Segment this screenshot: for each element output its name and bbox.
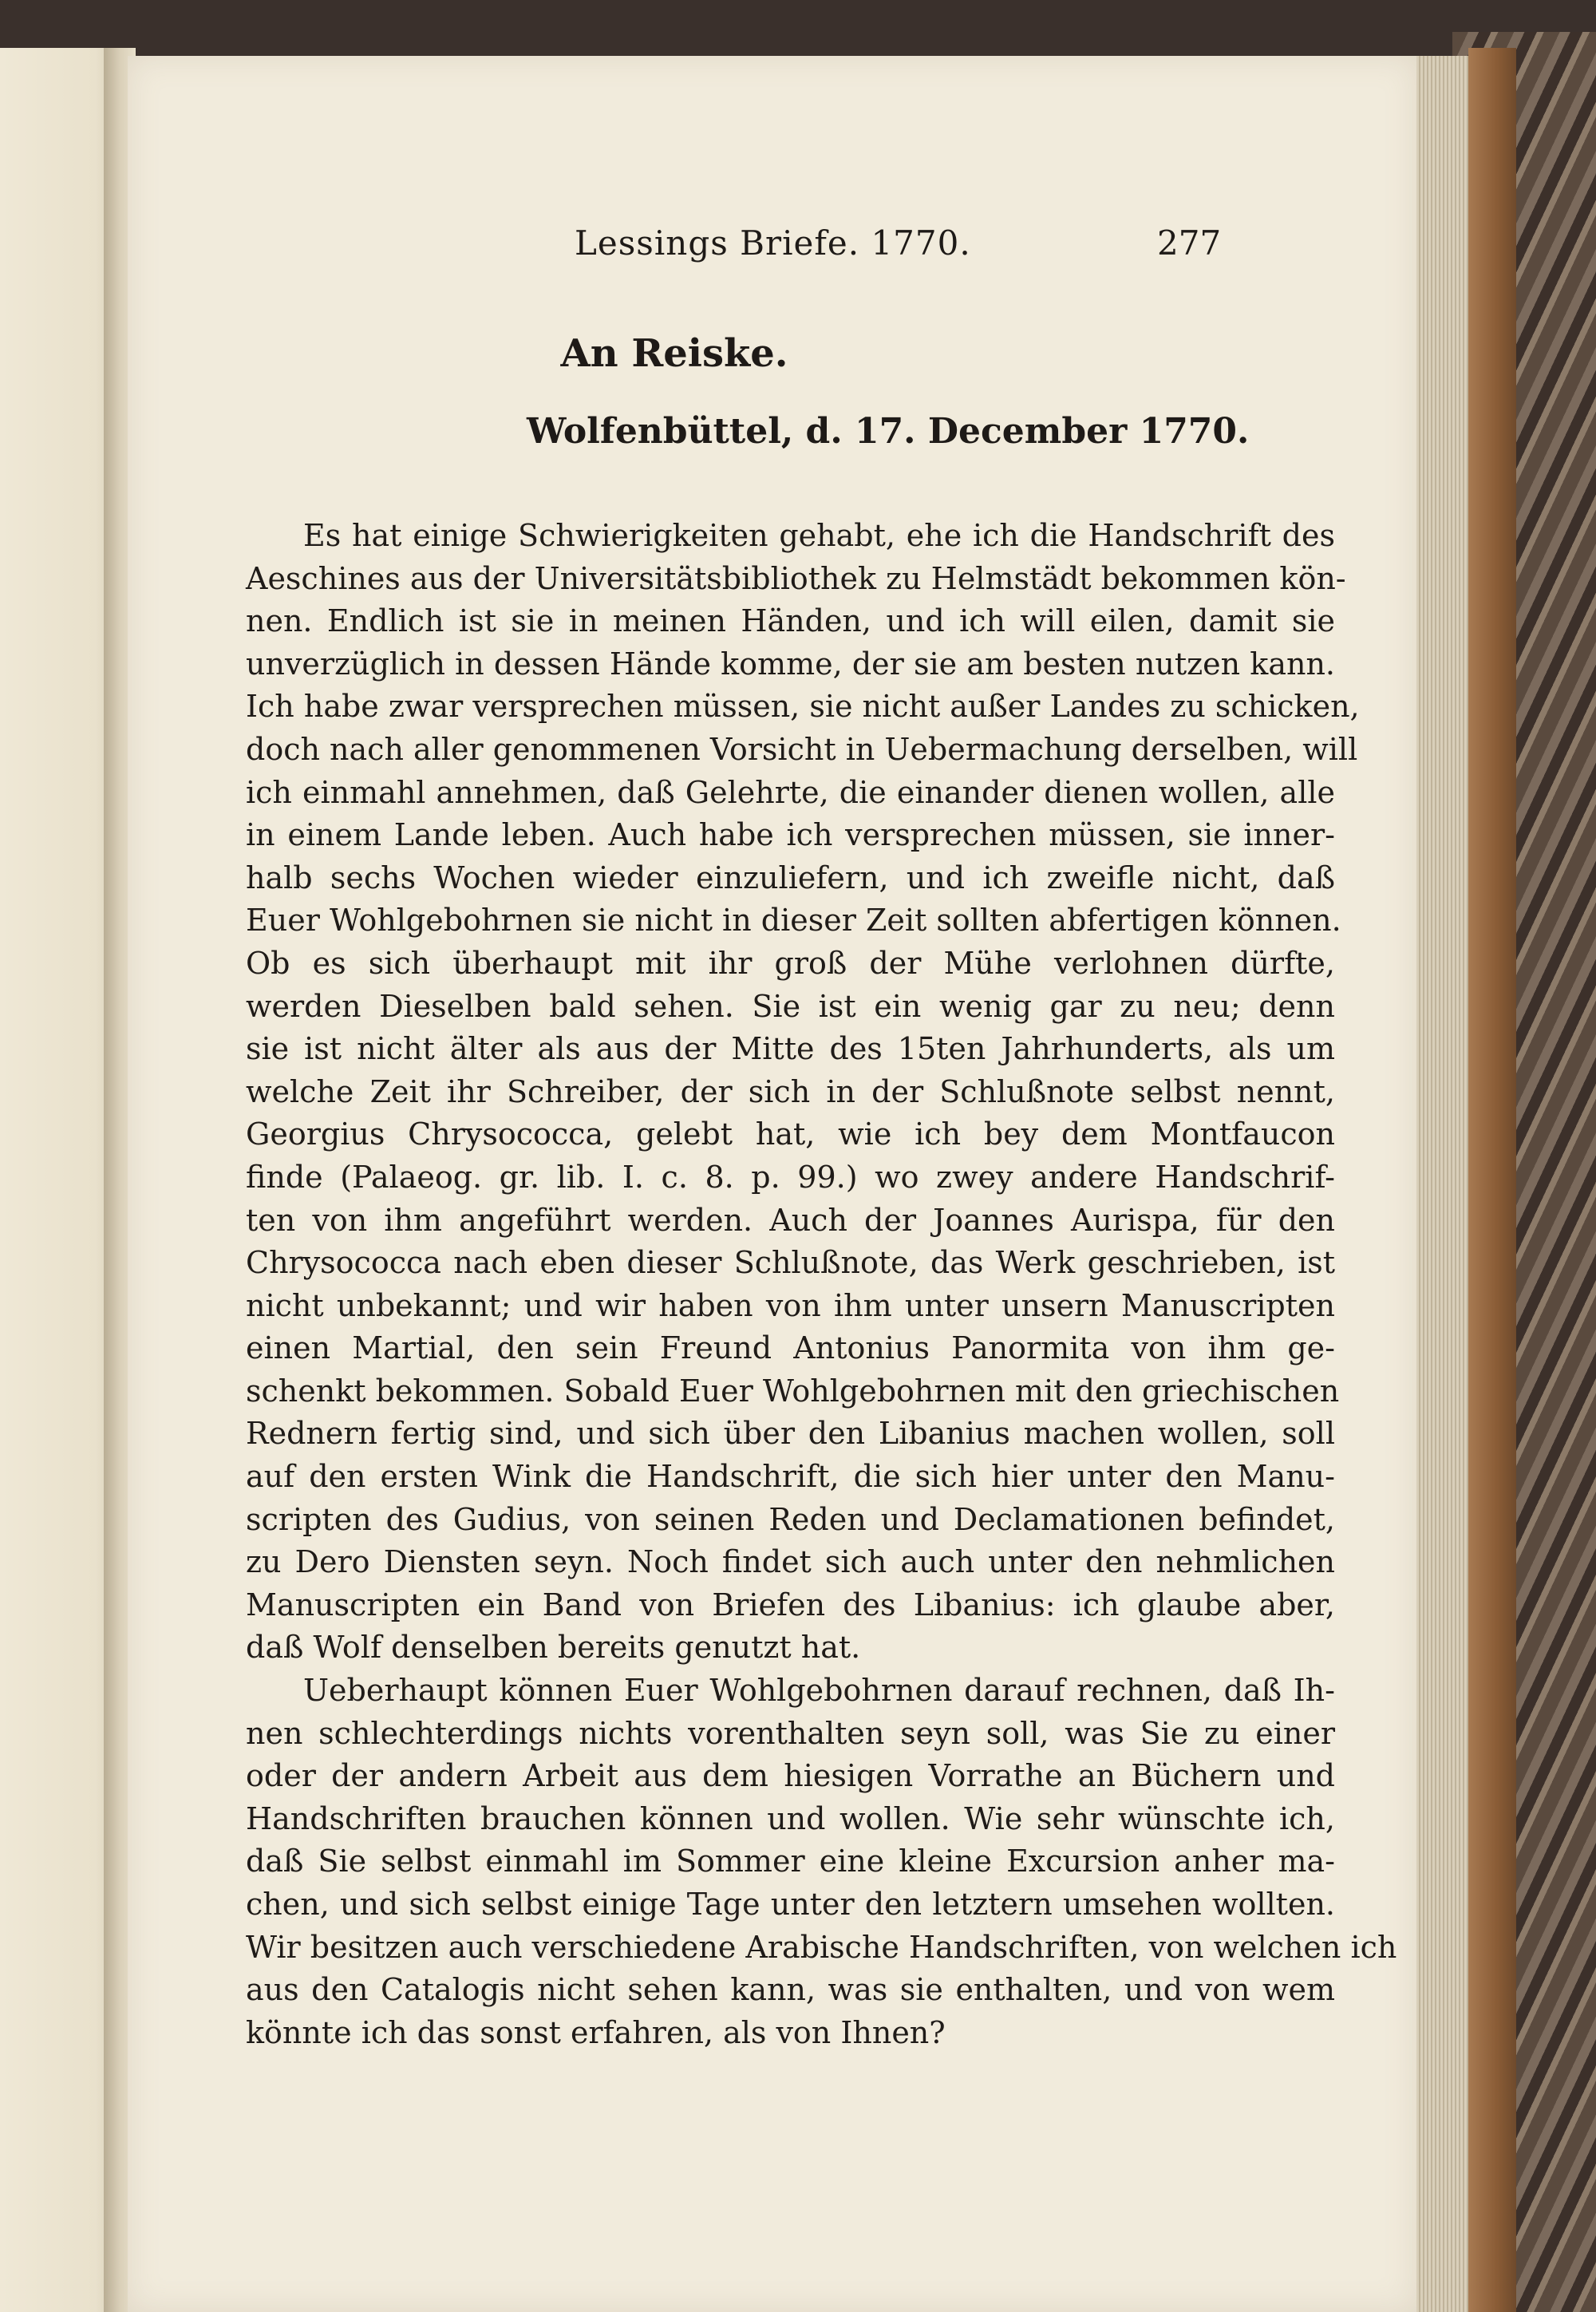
text-line: nen. Endlich ist sie in meinen Händen, und ich will eilen, damit sie bbox=[246, 603, 1335, 639]
text-line: chen, und sich selbst einige Tage unter den letztern umsehen wollten. bbox=[246, 1887, 1335, 1922]
text-line: aus den Catalogis nicht sehen kann, was sie enthalten, und von wem bbox=[246, 1972, 1335, 2008]
text-line: doch nach aller genommenen Vorsicht in Uebermachung derselben, will bbox=[246, 731, 1358, 767]
text-line: Wir besitzen auch verschiedene Arabische Handschriften, von welchen ich bbox=[246, 1929, 1397, 1965]
text-line: könnte ich das sonst erfahren, als von Ihnen? bbox=[246, 2014, 946, 2050]
text-line: ten von ihm angeführt werden. Auch der Joannes Aurispa, für den bbox=[246, 1202, 1335, 1238]
letter-dateline: Wolfenbüttel, d. 17. December 1770. bbox=[527, 411, 1250, 452]
text-line: ich einmahl annehmen, daß Gelehrte, die einander dienen wollen, alle bbox=[246, 774, 1335, 810]
text-line: Euer Wohlgebohrnen sie nicht in dieser Zeit sollten abfertigen können. bbox=[246, 903, 1341, 939]
text-line: Ob es sich überhaupt mit ihr groß der Mühe verlohnen dürfte, bbox=[246, 945, 1335, 981]
book-page bbox=[128, 56, 1416, 2312]
text-line: nicht unbekannt; und wir haben von ihm unter unsern Manuscripten bbox=[246, 1287, 1335, 1323]
page-block-edges bbox=[1412, 56, 1468, 2312]
text-line: auf den ersten Wink die Handschrift, die sich hier unter den Manu- bbox=[246, 1459, 1335, 1495]
page-number: 277 bbox=[1157, 223, 1222, 263]
text-line: Manuscripten ein Band von Briefen des Libanius: ich glaube aber, bbox=[246, 1587, 1335, 1622]
text-line: nen schlechterdings nichts vorenthalten seyn soll, was Sie zu einer bbox=[246, 1715, 1335, 1751]
text-line: Ueberhaupt können Euer Wohlgebohrnen darauf rechnen, daß Ih- bbox=[303, 1673, 1335, 1709]
running-head: Lessings Briefe. 1770. bbox=[575, 223, 971, 263]
text-line: finde (Palaeog. gr. lib. I. c. 8. p. 99.) wo zwey andere Handschrif- bbox=[246, 1159, 1335, 1195]
text-line: unverzüglich in dessen Hände komme, der sie am besten nutzen kann. bbox=[246, 646, 1335, 682]
paragraph bbox=[246, 515, 1360, 1670]
text-line: oder der andern Arbeit aus dem hiesigen Vorrathe an Büchern und bbox=[246, 1758, 1335, 1794]
text-line: Rednern fertig sind, und sich über den Libanius machen wollen, soll bbox=[246, 1416, 1335, 1452]
text-line: sie ist nicht älter als aus der Mitte des 15ten Jahrhunderts, als um bbox=[246, 1031, 1335, 1067]
book-cover-edge bbox=[1468, 48, 1516, 2312]
text-line: in einem Lande leben. Auch habe ich versprechen müssen, sie inner- bbox=[246, 817, 1335, 853]
text-line: Es hat einige Schwierigkeiten gehabt, ehe ich die Handschrift des bbox=[303, 518, 1335, 553]
text-line: zu Dero Diensten seyn. Noch findet sich auch unter den nehmlichen bbox=[246, 1544, 1335, 1580]
text-line: daß Wolf denselben bereits genutzt hat. bbox=[246, 1630, 861, 1666]
text-line: Ich habe zwar versprechen müssen, sie nicht außer Landes zu schicken, bbox=[246, 689, 1360, 725]
text-line: scripten des Gudius, von seinen Reden und Declamationen befindet, bbox=[246, 1501, 1335, 1537]
letter-title: An Reiske. bbox=[560, 331, 788, 376]
paragraph bbox=[246, 1670, 1397, 2054]
text-line: schenkt bekommen. Sobald Euer Wohlgebohrnen mit den griechischen bbox=[246, 1373, 1340, 1409]
text-line: Chrysococca nach eben dieser Schlußnote, das Werk geschrieben, ist bbox=[246, 1245, 1335, 1281]
page-header bbox=[128, 223, 1416, 271]
text-line: Aeschines aus der Universitätsbibliothek zu Helmstädt bekommen kön- bbox=[246, 560, 1346, 596]
text-line: einen Martial, den sein Freund Antonius Panormita von ihm ge- bbox=[246, 1330, 1335, 1366]
text-line: Georgius Chrysococca, gelebt hat, wie ich bey dem Montfaucon bbox=[246, 1116, 1335, 1152]
letter-body bbox=[246, 515, 1397, 2054]
left-facing-page bbox=[0, 48, 120, 2312]
text-line: werden Dieselben bald sehen. Sie ist ein wenig gar zu neu; denn bbox=[246, 988, 1335, 1024]
text-line: halb sechs Wochen wieder einzuliefern, und ich zweifle nicht, daß bbox=[246, 860, 1335, 895]
text-line: welche Zeit ihr Schreiber, der sich in der Schlußnote selbst nennt, bbox=[246, 1073, 1335, 1109]
text-line: Handschriften brauchen können und wollen. Wie sehr wünschte ich, bbox=[246, 1800, 1335, 1836]
text-line: daß Sie selbst einmahl im Sommer eine kleine Excursion anher ma- bbox=[246, 1844, 1335, 1879]
